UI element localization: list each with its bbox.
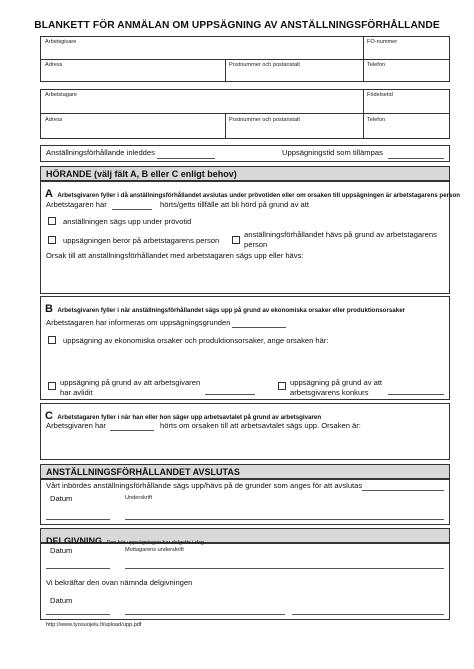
section-c-heading: Arbetstagaren fyller i när han eller hon säger upp arbetsavtalet på grund av arbetsgivaren xyxy=(57,414,322,421)
probation-label: anställningen sägs upp under prövotid xyxy=(63,217,192,226)
employer-label: Arbetsgivare xyxy=(45,39,77,45)
section-a-letter: A xyxy=(45,188,53,200)
notice-period-field[interactable] xyxy=(388,158,444,159)
termination-signature-label: Underskrift xyxy=(125,495,153,501)
section-a-heading: Arbetsgivaren fyller i då anställningsförhållandet avslutas under prövotiden eller om orsaken till uppsägningen är arbetstagarens person xyxy=(57,192,461,199)
employer-phone-label: Telefon xyxy=(367,62,386,68)
section-b-letter: B xyxy=(45,303,53,315)
service-date2-field[interactable] xyxy=(46,614,110,615)
section-c-letter: C xyxy=(45,410,53,422)
cancellation-label-2: person xyxy=(244,240,268,249)
employee-postal-label: Postnummer och postanstalt xyxy=(229,117,300,123)
bankruptcy-label-2: arbetsgivarens konkurs xyxy=(290,388,369,397)
employer-deceased-label-2: har avlidit xyxy=(60,388,93,397)
section-a-line1a: Arbetstagaren har xyxy=(46,200,107,209)
service-header-note: Den här uppsägningen har delgetts i dag xyxy=(106,540,204,546)
person-reason-label: uppsägningen beror på arbetstagarens person xyxy=(63,236,220,245)
confirm-signature-field[interactable] xyxy=(125,614,285,615)
section-b-informed-label: Arbetstagaren har informeras om uppsägningsgrunden xyxy=(46,318,231,327)
recipient-signature-field[interactable] xyxy=(125,568,444,569)
bankruptcy-checkbox[interactable] xyxy=(278,382,286,390)
footer-url: http://www.tyosuojelu.fi/upload/upp.pdf xyxy=(46,622,142,628)
employer-deceased-checkbox[interactable] xyxy=(48,382,56,390)
probation-checkbox[interactable] xyxy=(48,217,56,225)
service-date-field[interactable] xyxy=(46,568,110,569)
section-c-line1b: hörts om orsaken till att arbetsavtalet sägs upp. Orsaken är: xyxy=(160,421,361,430)
birth-date-label: Födelsetid xyxy=(367,92,393,98)
section-a-employee-field[interactable] xyxy=(112,209,152,210)
employer-postal-label: Postnummer och postanstalt xyxy=(229,62,300,68)
service-confirm-label: Vi bekräftar den ovan nämnda delgivningen xyxy=(46,578,193,587)
section-c-line1a: Arbetsgivaren har xyxy=(46,421,106,430)
employer-deceased-field[interactable] xyxy=(205,394,255,395)
section-a-reason-label: Orsak till att anställningsförhållandet med arbetstagaren sägs upp eller hävs: xyxy=(46,251,304,260)
employee-phone-label: Telefon xyxy=(367,117,386,123)
employment-start-field[interactable] xyxy=(157,158,215,159)
termination-date-field[interactable] xyxy=(46,519,110,520)
employer-deceased-label-1: uppsägning på grund av att arbetsgivaren xyxy=(60,378,201,387)
termination-signature-field[interactable] xyxy=(125,519,444,520)
termination-header-text: ANSTÄLLNINGSFÖRHÅLLANDET AVSLUTAS xyxy=(46,467,240,477)
termination-date-label: Datum xyxy=(50,494,73,503)
hearing-header-text: HÖRANDE (välj fält A, B eller C enligt behov) xyxy=(46,169,237,179)
bankruptcy-label-1: uppsägning på grund av att xyxy=(290,378,383,387)
service-date-label: Datum xyxy=(50,546,73,555)
section-c-employer-field[interactable] xyxy=(110,430,154,431)
section-a-line1b: hörts/getts tillfälle att bli hörd på grund av att xyxy=(160,200,310,209)
section-b-informed-field[interactable] xyxy=(232,327,286,328)
form-title: BLANKETT FÖR ANMÄLAN OM UPPSÄGNING AV ANSTÄLLNINGSFÖRHÅLLANDE xyxy=(34,20,440,31)
confirm-signature-field-2[interactable] xyxy=(292,614,444,615)
service-date2-label: Datum xyxy=(50,596,73,605)
cancellation-checkbox[interactable] xyxy=(232,236,240,244)
bankruptcy-field[interactable] xyxy=(388,394,444,395)
employer-address-label: Adress xyxy=(45,62,63,68)
employment-start-label: Anställningsförhållande inleddes xyxy=(46,148,155,157)
termination-grounds-field[interactable] xyxy=(362,490,444,491)
termination-statement: Vårt inbördes anställningsförhållande sägs upp/hävs på de grunder som anges för att avslutas xyxy=(46,481,363,490)
cancellation-label-1: anställningsförhållandet hävs på grund av arbetstagarens xyxy=(244,230,437,239)
fo-number-label: FO-nummer xyxy=(367,39,398,45)
economic-reasons-checkbox[interactable] xyxy=(48,336,56,344)
employee-address-label: Adress xyxy=(45,117,63,123)
service-header-text: DELGIVNING xyxy=(46,536,103,546)
economic-reasons-label: uppsägning av ekonomiska orsaker och produktionsorsaker, ange orsaken här: xyxy=(63,336,329,345)
employee-label: Arbetstagare xyxy=(45,92,78,98)
notice-period-label: Uppsägningstid som tillämpas xyxy=(282,148,383,157)
section-b-heading: Arbetsgivaren fyller i när anställningsförhållandet sägs upp på grund av ekonomiska orsaker eller produktionsorsaker xyxy=(57,307,406,314)
person-reason-checkbox[interactable] xyxy=(48,236,56,244)
recipient-signature-label: Mottagarens underskrift xyxy=(125,547,184,553)
